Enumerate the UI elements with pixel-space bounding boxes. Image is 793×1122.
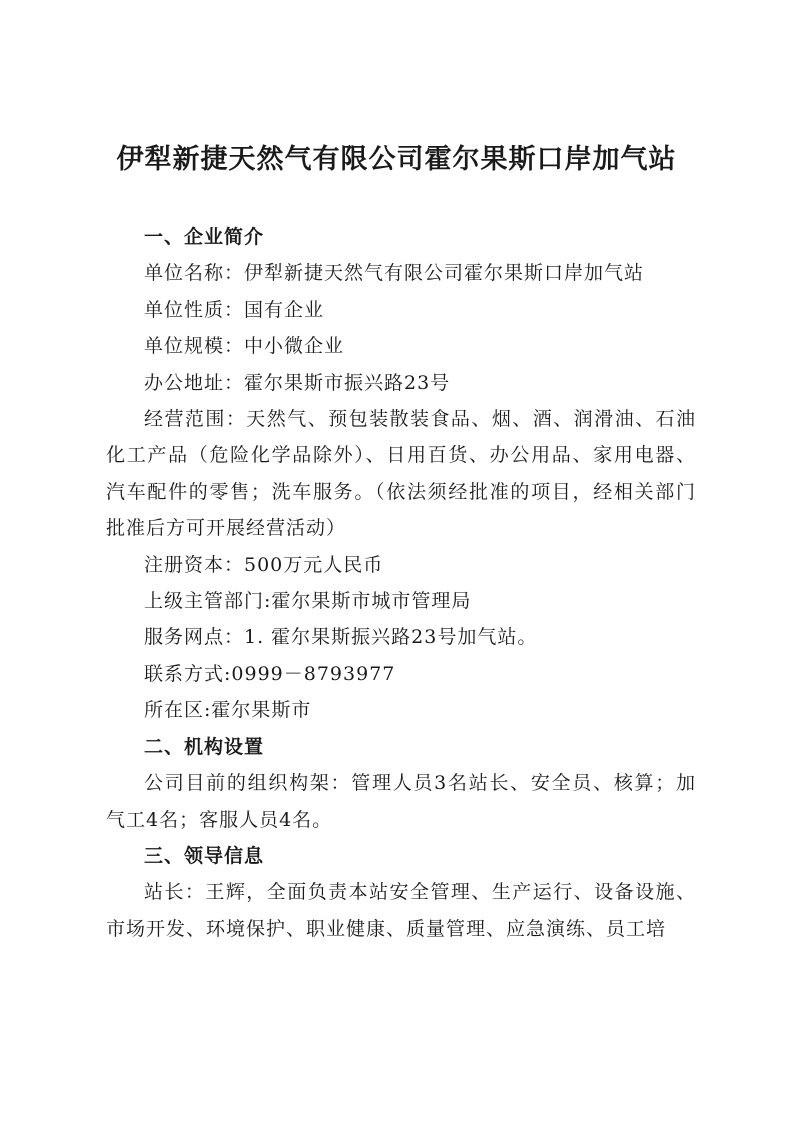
office-address: 办公地址：霍尔果斯市振兴路23号: [144, 371, 451, 394]
section-heading-leadership: 三、领导信息: [144, 844, 265, 867]
unit-scale: 单位规模：中小微企业: [144, 335, 345, 358]
business-scope: 经营范围：天然气、预包装散装食品、烟、酒、润滑油、石油化工产品（危险化学品除外）、日用百货、办公用品、家用电器、汽车配件的零售；洗车服务。（依法须经批准的项目，经相关部门批准后方可开展经营活动）: [106, 408, 696, 540]
contact-info: 联系方式:0999－8793977: [144, 662, 396, 685]
section-heading-intro: 一、企业简介: [144, 226, 265, 248]
supervising-department: 上级主管部门:霍尔果斯市城市管理局: [144, 590, 472, 613]
registered-capital: 注册资本：500万元人民币: [144, 553, 384, 576]
section-heading-organization: 二、机构设置: [144, 735, 265, 758]
org-structure: 公司目前的组织构架：管理人员3名站长、安全员、核算；加气工4名；客服人员4名。: [106, 772, 696, 831]
service-outlets: 服务网点：1. 霍尔果斯振兴路23号加气站。: [144, 626, 538, 649]
district: 所在区:霍尔果斯市: [144, 699, 312, 722]
unit-nature: 单位性质：国有企业: [144, 298, 325, 321]
unit-name: 单位名称：伊犁新捷天然气有限公司霍尔果斯口岸加气站: [144, 262, 645, 285]
document-body: [106, 219, 696, 947]
leader-info: 站长：王辉，全面负责本站安全管理、生产运行、设备设施、市场开发、环境保护、职业健康、质量管理、应急演练、员工培: [106, 881, 696, 940]
document-title: 伊犁新捷天然气有限公司霍尔果斯口岸加气站: [116, 144, 677, 175]
